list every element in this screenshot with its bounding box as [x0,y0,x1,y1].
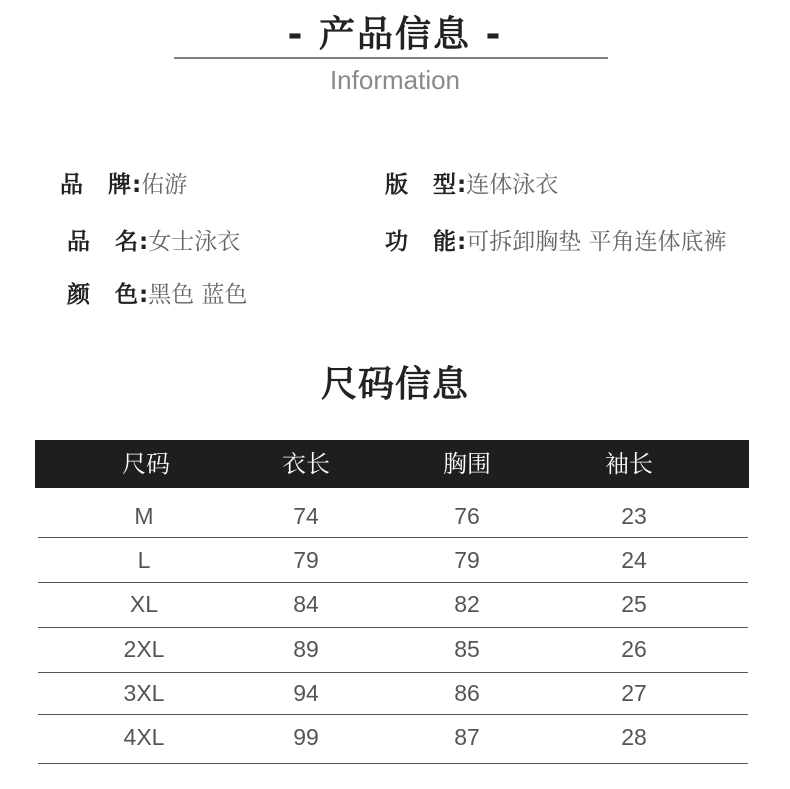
info-label: 品 牌 [60,172,132,198]
table-cell: 27 [621,680,647,706]
table-cell: 94 [293,680,319,706]
table-cell: 79 [454,547,480,573]
size-table-header [35,440,749,488]
table-cell: 99 [293,724,319,750]
table-cell: 23 [621,503,647,529]
table-cell: 89 [293,636,319,662]
info-value: 黑色 蓝色 [148,282,248,308]
info-value: 可拆卸胸垫 平角连体底裤 [466,229,727,255]
table-cell: 2XL [123,636,165,662]
column-header-length: 衣长 [282,450,330,478]
table-cell: XL [129,591,159,617]
table-row [38,538,748,583]
info-separator: : [132,172,142,198]
table-cell: 25 [621,591,647,617]
table-cell: 79 [293,547,319,573]
table-cell: 24 [621,547,647,573]
info-fit [385,170,558,200]
table-cell: 3XL [123,680,165,706]
info-separator: : [139,282,149,308]
table-row [38,494,748,539]
info-label: 品 名 [67,229,139,255]
table-cell: 74 [293,503,319,529]
table-cell: 86 [454,680,480,706]
column-header-bust: 胸围 [443,450,491,478]
column-header-size: 尺码 [122,450,170,478]
info-value: 连体泳衣 [466,172,559,198]
info-separator: : [457,229,467,255]
info-separator: : [457,172,467,198]
column-header-sleeve: 袖长 [605,450,653,478]
info-label: 颜 色 [67,282,139,308]
table-cell: M [134,503,154,529]
info-label: 功 能 [385,229,457,255]
table-cell: 85 [454,636,480,662]
info-value: 佑游 [141,172,188,198]
info-value: 女士泳衣 [148,229,241,255]
page-subtitle: Information [329,65,461,95]
table-cell: 76 [454,503,480,529]
table-cell: 82 [454,591,480,617]
table-row [38,582,748,627]
info-color [67,280,248,310]
info-brand [60,170,187,200]
row-divider [38,763,748,764]
table-cell: 84 [293,591,319,617]
table-cell: 4XL [123,724,165,750]
table-row [38,715,748,760]
table-cell: 26 [621,636,647,662]
page-title: - 产品信息 - [287,14,503,55]
table-row [38,627,748,672]
title-divider [174,57,608,59]
table-cell: 87 [454,724,480,750]
table-cell: 28 [621,724,647,750]
size-section-title: 尺码信息 [320,364,469,405]
table-cell: L [137,547,151,573]
info-function [385,227,727,257]
info-separator: : [139,229,149,255]
info-label: 版 型 [385,172,457,198]
info-product-name [67,227,240,257]
table-row [38,671,748,716]
